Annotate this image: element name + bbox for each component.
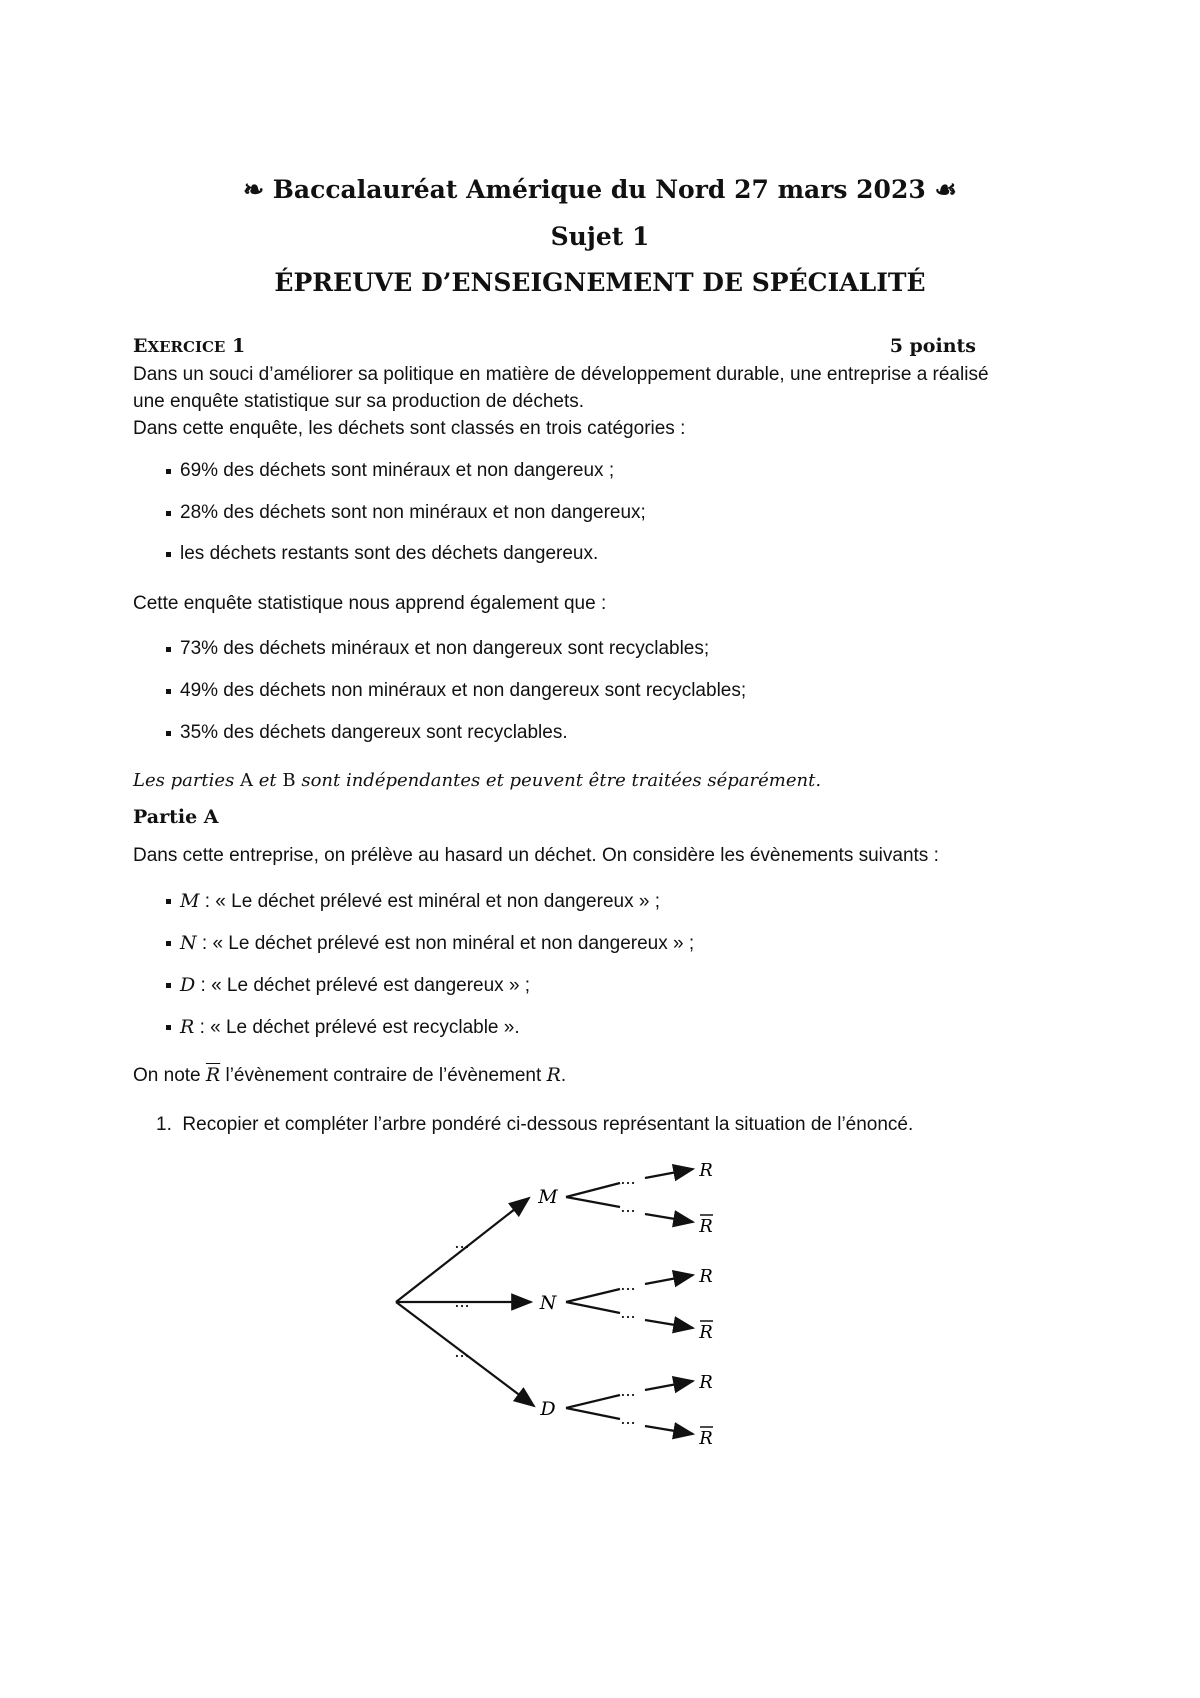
- parts-note: Les parties A et B sont indépendantes et peuvent être traitées séparément.: [133, 770, 822, 791]
- branch-D-Rbar-head: [645, 1426, 693, 1434]
- node-D: D: [540, 1398, 556, 1420]
- branch-M-Rbar: [566, 1197, 620, 1207]
- recyclable-item: 73% des déchets minéraux et non dangereux sont recyclables;: [180, 638, 710, 659]
- branch-N-R: [566, 1289, 620, 1302]
- branch-M-R-head: [645, 1169, 693, 1178]
- leaf-R: R: [699, 1160, 713, 1181]
- question-1: 1. Recopier et compléter l’arbre pondéré ci-dessous représentant la situation de l’énoncé.: [156, 1114, 914, 1135]
- weight-D-Rbar: ...: [620, 1409, 636, 1428]
- branch-D-Rbar: [566, 1408, 620, 1419]
- leaf-Rbar: R: [699, 1428, 713, 1449]
- part-a-title: Partie A: [133, 806, 219, 828]
- weight-M-R: ...: [620, 1169, 636, 1188]
- node-N: N: [539, 1292, 557, 1314]
- category-item: 28% des déchets sont non minéraux et non dangereux;: [180, 502, 646, 523]
- event-item: N : « Le déchet prélevé est non minéral et non dangereux » ;: [180, 932, 695, 954]
- intro-paragraph: Dans un souci d’améliorer sa politique en matière de développement durable, une entreprise a réalisé une enquête statistique sur sa production de déchets. Dans cette enquête, les déchets sont classés en trois catégories :: [133, 364, 989, 439]
- event-item: R : « Le déchet prélevé est recyclable ».: [180, 1016, 520, 1038]
- branch-D-R: [566, 1395, 620, 1408]
- branch-N-Rbar-head: [645, 1320, 693, 1328]
- exercise-points: 5 points: [889, 335, 976, 357]
- branch-N-R-head: [645, 1275, 693, 1284]
- exercise-heading: EXERCICE 1: [133, 335, 246, 357]
- subject-title: Sujet 1: [550, 222, 650, 251]
- weight-root-N: ...: [454, 1292, 470, 1311]
- weight-D-R: ...: [620, 1381, 636, 1400]
- category-item: les déchets restants sont des déchets dangereux.: [180, 543, 599, 564]
- branch-D-R-head: [645, 1381, 693, 1390]
- fleuron-right-icon: ☙: [925, 175, 957, 204]
- weight-root-D: ...: [454, 1342, 470, 1361]
- category-item: 69% des déchets sont minéraux et non dangereux ;: [180, 460, 615, 481]
- branch-N-Rbar: [566, 1302, 620, 1313]
- weight-root-M: ...: [454, 1233, 470, 1252]
- branch-M-R: [566, 1183, 620, 1197]
- exam-title: ÉPREUVE D’ENSEIGNEMENT DE SPÉCIALITÉ: [274, 268, 926, 297]
- leaf-R: R: [699, 1372, 713, 1393]
- leaf-Rbar: R: [699, 1322, 713, 1343]
- event-item: M : « Le déchet prélevé est minéral et non dangereux » ;: [180, 890, 660, 912]
- leaf-Rbar: R: [699, 1216, 713, 1237]
- leaf-R: R: [699, 1266, 713, 1287]
- weight-M-Rbar: ...: [620, 1197, 636, 1216]
- document-title: ❧ Baccalauréat Amérique du Nord 27 mars 2023 ☙: [243, 175, 957, 204]
- branch-M-Rbar-head: [645, 1214, 693, 1222]
- also-paragraph: Cette enquête statistique nous apprend également que :: [133, 593, 607, 614]
- event-item: D : « Le déchet prélevé est dangereux » ;: [180, 974, 531, 996]
- weight-N-R: ...: [620, 1275, 636, 1294]
- recyclable-item: 35% des déchets dangereux sont recyclables.: [180, 722, 568, 743]
- part-a-intro: Dans cette entreprise, on prélève au hasard un déchet. On considère les évènements suivants :: [133, 845, 939, 866]
- node-M: M: [538, 1186, 558, 1208]
- weight-N-Rbar: ...: [620, 1303, 636, 1322]
- recyclable-item: 49% des déchets non minéraux et non dangereux sont recyclables;: [180, 680, 747, 701]
- complement-note: On note $\overline{R}$ l’évènement contraire de l’évènement R.: [133, 1064, 567, 1086]
- fleuron-left-icon: ❧: [243, 175, 273, 204]
